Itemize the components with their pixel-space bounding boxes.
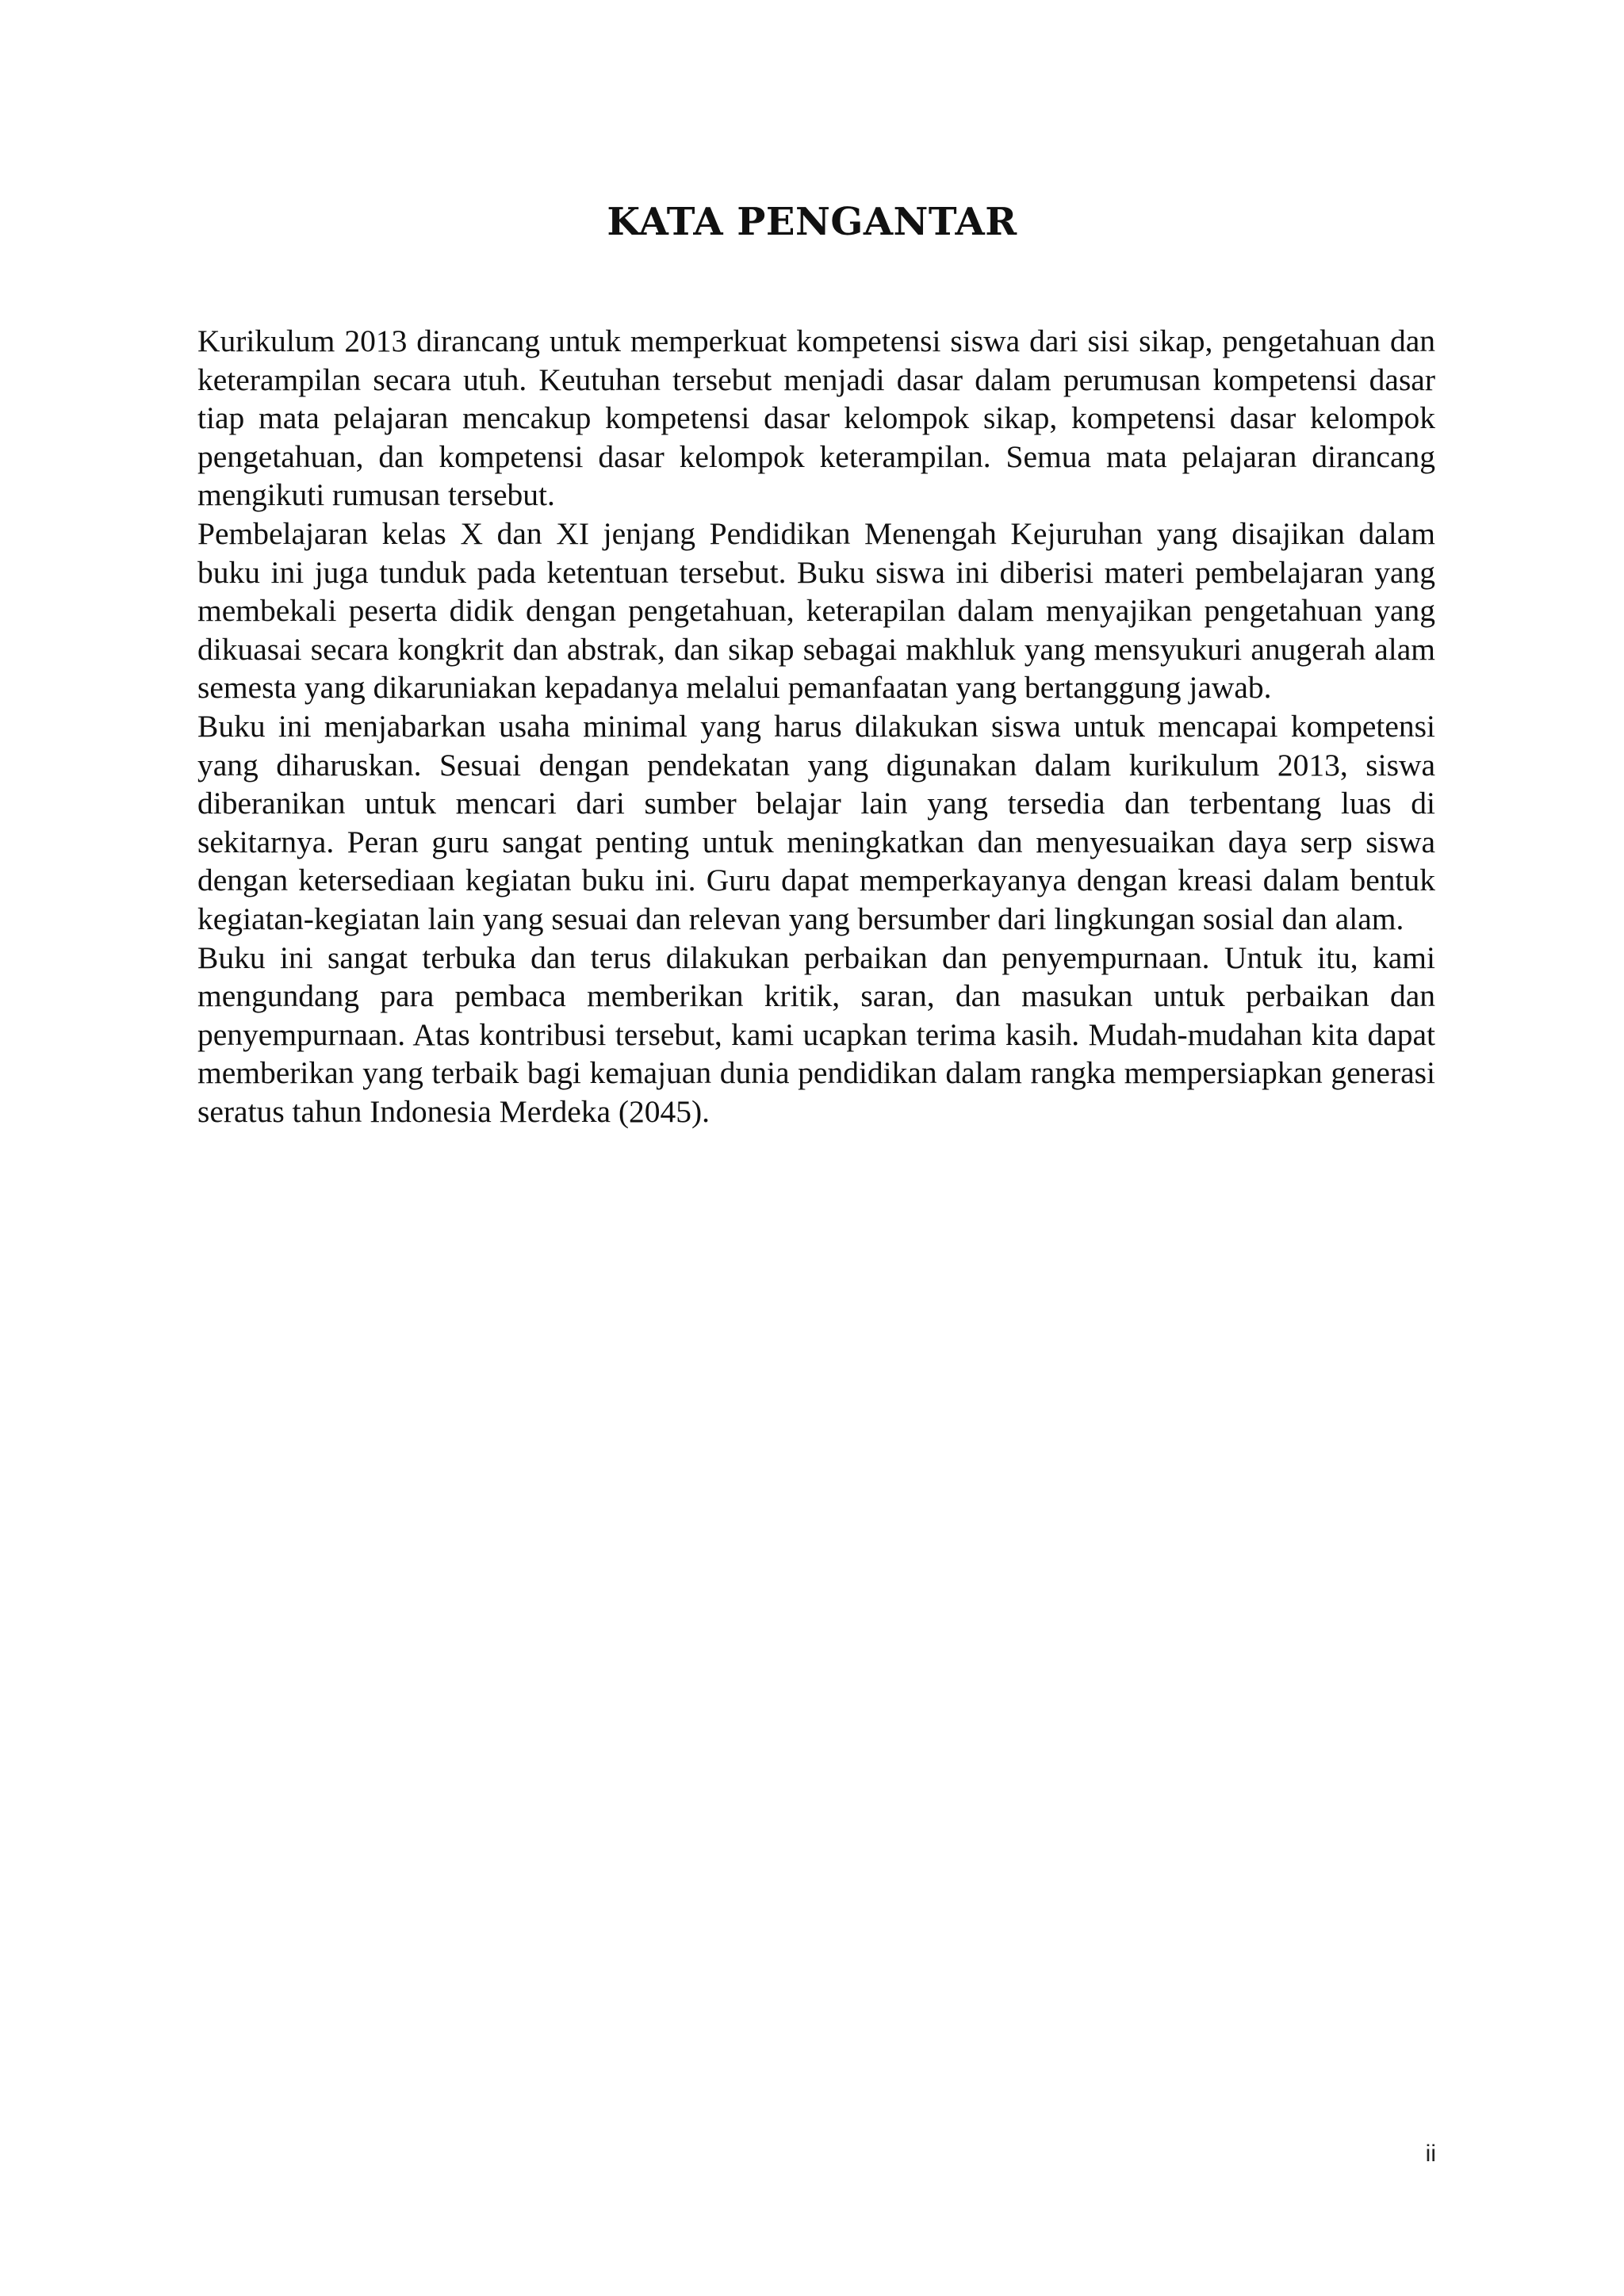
- page-title: KATA PENGANTAR: [607, 200, 1017, 244]
- body-text: [197, 322, 1435, 1131]
- page-number: ii: [1425, 2141, 1436, 2167]
- paragraph-3: Buku ini menjabarkan usaha minimal yang harus dilakukan siswa untuk mencapai kompetensi yang diharuskan. Sesuai dengan pendekatan yang digunakan dalam kurikulum 2013, siswa diberanikan untuk mencari dari sumber belajar lain yang tersedia dan terbentang luas di sekitarnya. Peran guru sangat penting untuk meningkatkan dan menyesuaikan daya serp siswa dengan ketersediaan kegiatan buku ini. Guru dapat memperkayanya dengan kreasi dalam bentuk kegiatan-kegiatan lain yang sesuai dan relevan yang bersumber dari lingkungan sosial dan alam.: [197, 708, 1435, 936]
- paragraph-4: Buku ini sangat terbuka dan terus dilakukan perbaikan dan penyempurnaan. Untuk itu, kami mengundang para pembaca memberikan kritik, saran, dan masukan untuk perbaikan dan penyempurnaan. Atas kontribusi tersebut, kami ucapkan terima kasih. Mudah-mudahan kita dapat memberikan yang terbaik bagi kemajuan dunia pendidikan dalam rangka mempersiapkan generasi seratus tahun Indonesia Merdeka (2045).: [197, 939, 1435, 1129]
- paragraph-1: Kurikulum 2013 dirancang untuk memperkuat kompetensi siswa dari sisi sikap, pengetahuan dan keterampilan secara utuh. Keutuhan tersebut menjadi dasar dalam perumusan kompetensi dasar tiap mata pelajaran mencakup kompetensi dasar kelompok sikap, kompetensi dasar kelompok pengetahuan, dan kompetensi dasar kelompok keterampilan. Semua mata pelajaran dirancang mengikuti rumusan tersebut.: [197, 323, 1435, 513]
- paragraph-2: Pembelajaran kelas X dan XI jenjang Pendidikan Menengah Kejuruhan yang disajikan dalam buku ini juga tunduk pada ketentuan tersebut. Buku siswa ini diberisi materi pembelajaran yang membekali peserta didik dengan pengetahuan, keterapilan dalam menyajikan pengetahuan yang dikuasai secara kongkrit dan abstrak, dan sikap sebagai makhluk yang mensyukuri anugerah alam semesta yang dikaruniakan kepadanya melalui pemanfaatan yang bertanggung jawab.: [197, 515, 1435, 706]
